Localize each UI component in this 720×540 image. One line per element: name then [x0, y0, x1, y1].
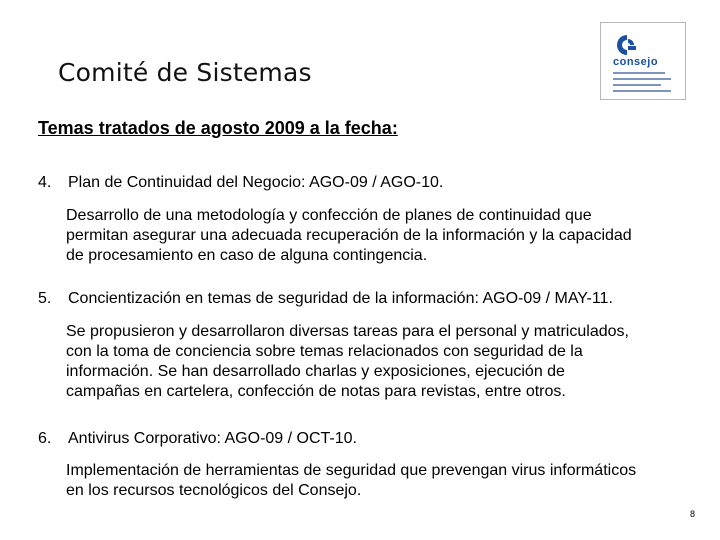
slide-title: Comité de Sistemas	[58, 58, 312, 87]
logo-text-line	[613, 78, 671, 80]
logo-text-line	[613, 72, 665, 74]
logo-wordmark: consejo	[613, 56, 659, 68]
description-line: permitan asegurar una adecuada recuperación de la información y la capacidad	[66, 227, 632, 244]
list-item-number: 4.	[38, 174, 52, 191]
description-line: Se propusieron y desarrollaron diversas tareas para el personal y matriculados,	[66, 323, 629, 340]
description-line: Desarrollo de una metodología y confección de planes de continuidad que	[66, 207, 592, 224]
description-line: Implementación de herramientas de seguridad que prevengan virus informáticos	[66, 462, 637, 479]
list-item-description	[66, 206, 716, 266]
consejo-logo-mark-icon	[613, 33, 639, 57]
description-line: con la toma de conciencia sobre temas relacionados con seguridad de la	[66, 343, 583, 360]
description-line: información. Se han desarrollado charlas y exposiciones, ejecución de	[66, 363, 565, 380]
list-item-number: 6.	[38, 430, 52, 447]
list-item-description	[66, 461, 716, 501]
list-item-title: Antivirus Corporativo: AGO-09 / OCT-10.	[68, 430, 357, 447]
description-line: en los recursos tecnológicos del Consejo.	[66, 482, 362, 499]
consejo-logo	[600, 22, 686, 100]
page-number: 8	[690, 509, 696, 519]
list-item-number: 5.	[38, 290, 52, 307]
logo-text-line	[613, 84, 661, 86]
logo-text-line	[613, 90, 671, 92]
list-item-heading	[38, 429, 357, 449]
list-item-title: Concientización en temas de seguridad de la información: AGO-09 / MAY-11.	[68, 290, 613, 307]
description-line: campañas en cartelera, confección de notas para revistas, entre otros.	[66, 383, 566, 400]
list-item-heading	[38, 173, 443, 193]
list-item-heading	[38, 289, 613, 309]
list-item-title: Plan de Continuidad del Negocio: AGO-09 / AGO-10.	[68, 174, 444, 191]
description-line: de procesamiento en caso de alguna contingencia.	[66, 247, 428, 264]
slide-subtitle: Temas tratados de agosto 2009 a la fecha:	[38, 118, 398, 138]
list-item-description	[66, 322, 716, 402]
